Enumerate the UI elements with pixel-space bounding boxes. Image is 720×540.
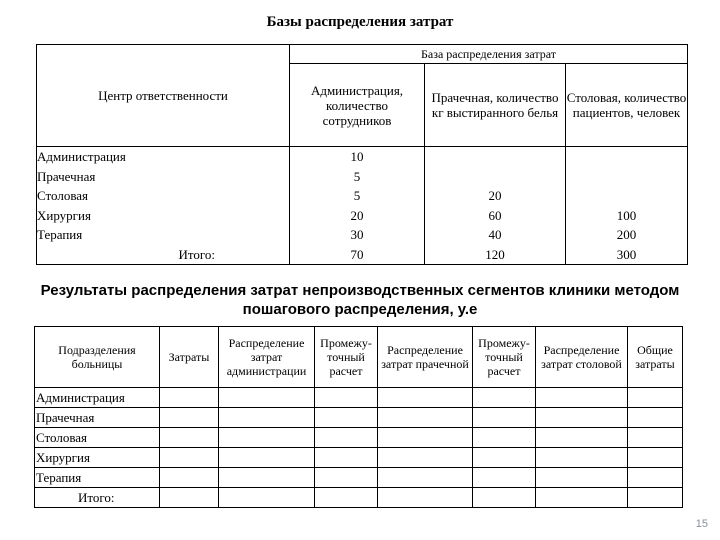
canteen-column-header: Столовая, количество пациентов, человек	[566, 64, 688, 147]
row-label: Столовая	[35, 428, 160, 448]
cost-base-group-header: База распределения затрат	[290, 45, 688, 64]
laundry-value	[425, 167, 566, 187]
laundry-total: 120	[425, 245, 566, 265]
canteen-value	[566, 186, 688, 206]
table-row	[37, 167, 688, 187]
page-title: Базы распределения затрат	[266, 14, 454, 30]
intermediate-calc-header-2: Промежу-точный расчет	[473, 327, 536, 388]
laundry-value	[425, 147, 566, 167]
canteen-allocation-header: Распределение затрат столовой	[536, 327, 628, 388]
total-costs-header: Общие затраты	[628, 327, 683, 388]
total-row	[35, 488, 683, 508]
canteen-value	[566, 167, 688, 187]
row-label: Хирургия	[37, 206, 290, 226]
cost-bases-table	[36, 44, 688, 265]
page-number: 15	[695, 518, 708, 530]
table-row	[35, 388, 683, 408]
admin-value: 5	[290, 186, 425, 206]
table-row	[37, 147, 688, 167]
admin-value: 20	[290, 206, 425, 226]
table-row	[35, 468, 683, 488]
responsibility-center-header: Центр ответственности	[37, 45, 290, 147]
row-label: Терапия	[35, 468, 160, 488]
total-label: Итого:	[35, 488, 160, 508]
costs-header: Затраты	[160, 327, 219, 388]
departments-header: Подразделения больницы	[35, 327, 160, 388]
row-label: Хирургия	[35, 448, 160, 468]
admin-total: 70	[290, 245, 425, 265]
admin-allocation-header: Распределение затрат администрации	[219, 327, 315, 388]
row-label: Столовая	[37, 186, 290, 206]
total-label: Итого:	[37, 245, 290, 265]
canteen-total: 300	[566, 245, 688, 265]
laundry-value: 40	[425, 225, 566, 245]
intermediate-calc-header-1: Промежу-точный расчет	[315, 327, 378, 388]
table-row	[35, 408, 683, 428]
admin-value: 30	[290, 225, 425, 245]
table-row	[37, 186, 688, 206]
header-row	[35, 327, 683, 388]
section-title: Результаты распределения затрат непроизводственных сегментов клиники методом пошагового распределения, у.е	[40, 282, 680, 318]
row-label: Прачечная	[37, 167, 290, 187]
table-row	[37, 206, 688, 226]
canteen-value: 100	[566, 206, 688, 226]
table-row	[35, 448, 683, 468]
total-row	[37, 245, 688, 265]
laundry-value: 60	[425, 206, 566, 226]
admin-value: 10	[290, 147, 425, 167]
table-row	[35, 428, 683, 448]
canteen-value	[566, 147, 688, 167]
admin-value: 5	[290, 167, 425, 187]
canteen-value: 200	[566, 225, 688, 245]
laundry-column-header: Прачечная, количество кг выстиранного белья	[425, 64, 566, 147]
row-label: Администрация	[35, 388, 160, 408]
admin-column-header: Администрация, количество сотрудников	[290, 64, 425, 147]
row-label: Прачечная	[35, 408, 160, 428]
row-label: Терапия	[37, 225, 290, 245]
laundry-value: 20	[425, 186, 566, 206]
laundry-allocation-header: Распределение затрат прачечной	[378, 327, 473, 388]
step-allocation-table	[34, 326, 683, 508]
row-label: Администрация	[37, 147, 290, 167]
table-row	[37, 225, 688, 245]
